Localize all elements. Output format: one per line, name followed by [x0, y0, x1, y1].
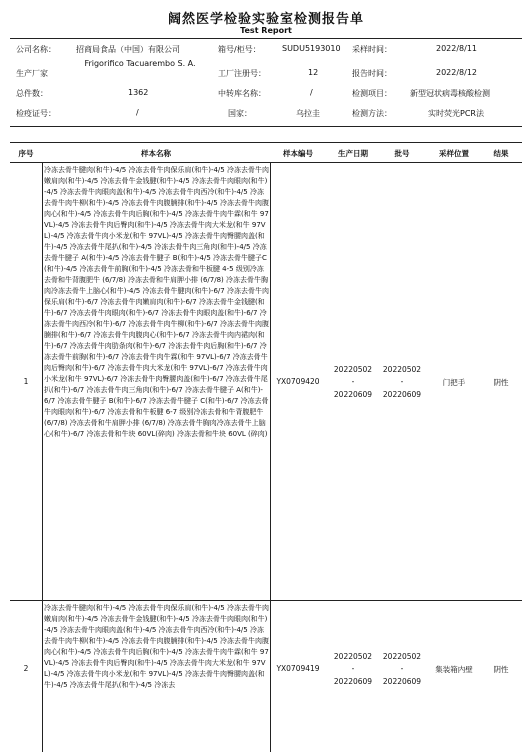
sample-time-value: 2022/8/11 [436, 44, 478, 53]
sample-time-label: 采样时间： [352, 45, 392, 54]
sample-name-text: 冷冻去骨牛腱肉(和牛)-4/5 冷冻去骨牛肉保乐肩(和牛)-4/5 冷冻去骨牛肉嫩肩肉(和牛)-4/5 冷冻去骨牛金钱腱(和牛)-4/5 冷冻去骨牛肉眼肉(和牛)-4/5 冷冻去骨牛肉眼肉盖(和牛)-4/5 冷冻去骨牛肉西冷(和牛)-4/5 冷冻去骨牛肉牛柳(和牛)-4/5 冷冻去骨牛肉腹腩排(和牛)-4/5 冷冻去骨牛肉腹肉心(和牛)-4/5 冷冻去骨牛肉后胸(和牛)-4/5 冷冻去骨牛肉牛霖(和牛 97VL)-4/5 冷冻去骨牛肉后臀肉(和牛)-4/5 冷冻去骨牛肉大米龙(和牛 97VL)-4/5 冷冻去骨牛肉小米龙(和牛 97VL)-4/5 冷冻去骨牛肉臀腰肉盖(和牛)-4/5 冷冻去骨牛尾扒(和牛)-4/5 冷冻去 [44, 604, 269, 689]
maker-label: 生产厂家 [16, 69, 48, 78]
row-no: 1 [23, 377, 29, 386]
transfer-label: 中转库名称： [218, 89, 266, 98]
table-top-border [10, 142, 522, 143]
batch-start: 20220502 [382, 652, 422, 661]
quarantine-value: / [136, 108, 139, 117]
table-header-border [10, 162, 522, 163]
batch-end: 20220609 [382, 677, 422, 686]
row-no: 2 [23, 664, 29, 673]
prod-date-end: 20220609 [333, 677, 373, 686]
sample-id: YX0709419 [276, 664, 320, 673]
sample-name-text: 冷冻去骨牛腱肉(和牛)-4/5 冷冻去骨牛肉保乐肩(和牛)-4/5 冷冻去骨牛肉嫩肩肉(和牛)-4/5 冷冻去骨牛金钱腱(和牛)-4/5 冷冻去骨牛肉眼肉(和牛)-4/5 冷冻去骨牛肉眼肉盖(和牛)-4/5 冷冻去骨牛肉西冷(和牛)-4/5 冷冻去骨牛肉牛柳(和牛)-4/5 冷冻去骨牛肉腹腩排(和牛)-4/5 冷冻去骨牛肉腹肉心(和牛)-4/5 冷冻去骨牛肉后胸(和牛)-4/5 冷冻去骨牛肉牛霖(和牛 97VL)-4/5 冷冻去骨牛肉后臀肉(和牛)-4/5 冷冻去骨牛肉大米龙(和牛 97VL)-4/5 冷冻去骨牛肉小米龙(和牛 97VL)-4/5 冷冻去骨牛肉臀腰肉盖(和牛)-4/5 冷冻去骨牛尾扒(和牛)-4/5 冷冻去骨牛肉三角肉(和牛)-4/5 冷冻去骨牛腱子 A(和牛)-4/5 冷冻去骨牛腱子 B(和牛)-4/5 冷冻去骨牛腱子C(和牛)-4/5 冷冻去骨牛前胸(和牛)-4/5 冷冻去骨和牛板腱 4-5 级别冷冻去骨和牛背腹肥牛 (6/7/8) 冷冻去骨和牛肩胛小排 (6/7/8) 冷冻去骨牛胸肉冷冻去骨牛上脑心(和牛)-4/5 冷冻去骨牛腱肉(和牛)-6/7 冷冻去骨牛肉保乐肩(和牛)-6/7 冷冻去骨牛肉嫩肩肉(和牛)-6/7 冷冻去骨牛金钱腱(和牛)-6/7 冷冻去骨牛肉眼肉(和牛)-6/7 冷冻去骨牛肉眼肉盖(和牛)-6/7 冷冻去骨牛肉西冷(和牛)-6/7 冷冻去骨牛肉牛柳(和牛)-6/7 冷冻去骨牛肉腹腩排(和牛)-6/7 冷冻去骨牛肉腹肉心(和牛)-6/7 冷冻去骨牛肉内裙肉(和牛)-6/7 冷冻去骨牛肉肋条肉(和牛)-6/7 冷冻去骨牛肉后胸(和牛)-6/7 冷冻去骨牛前胸(和牛)-6/7 冷冻去骨牛肉牛霖(和牛 97VL)-6/7 冷冻去骨牛肉后臀肉(和牛)-6/7 冷冻去骨牛肉大米龙(和牛 97VL)-6/7 冷冻去骨牛肉小米龙(和牛 97VL)-6/7 冷冻去骨牛肉臀腰肉盖(和牛)-6/7 冷冻去骨牛尾扒(和牛)-6/7 冷冻去骨牛肉三角肉(和牛)-6/7 冷冻去骨牛腱子 A(和牛)-6/7 冷冻去骨牛腱子 B(和牛)-6/7 冷冻去骨牛腱子 C(和牛)-6/7 冷冻去骨牛肉眼肉(和牛)-6/7 冷冻去骨和牛板腱 6-7 级别冷冻去骨和牛背腹肥牛 (6/7/8) 冷冻去骨和牛肩胛小排 (6/7/8) 冷冻去骨牛胸肉冷冻去骨牛上脑心(和牛)-6/7 冷冻去骨和牛块 60VL(碎肉) 冷冻去骨和牛块 60VL (碎肉) [44, 166, 269, 438]
country-label: 国家： [228, 109, 252, 118]
country-value: 乌拉圭 [296, 109, 320, 118]
maker-value: Frigorifico Tacuarembo S. A. [84, 59, 196, 68]
company-value: 招商局食品（中国）有限公司 [76, 45, 180, 54]
info-top-border [10, 38, 522, 39]
header-result: 结果 [493, 149, 509, 158]
report-subtitle: Test Report [240, 26, 292, 35]
report-title: 阔然医学检验实验室检测报告单 [167, 12, 364, 27]
batch-sep: - [400, 664, 404, 673]
prod-date-sep: - [351, 664, 355, 673]
total-label: 总件数： [16, 89, 48, 98]
test-result: 阴性 [493, 665, 509, 674]
batch-sep: - [400, 377, 404, 386]
table-col-divider [42, 162, 43, 752]
method-label: 检测方法： [352, 109, 392, 118]
sample-position: 集装箱内壁 [435, 665, 473, 674]
sample-id: YX0709420 [276, 377, 320, 386]
batch-start: 20220502 [382, 365, 422, 374]
batch-end: 20220609 [382, 390, 422, 399]
table-row-divider [10, 600, 522, 601]
prod-date-start: 20220502 [333, 652, 373, 661]
factory-reg-label: 工厂注册号： [218, 69, 266, 78]
quarantine-label: 检疫证号： [16, 109, 56, 118]
factory-reg-value: 12 [308, 68, 319, 77]
header-batch: 批号 [394, 149, 410, 158]
prod-date-sep: - [351, 377, 355, 386]
test-result: 阴性 [493, 378, 509, 387]
total-value: 1362 [128, 88, 149, 97]
sample-position: 门把手 [442, 378, 466, 387]
header-sample-id: 样本编号 [283, 149, 313, 158]
box-label: 箱号/柜号： [218, 45, 261, 54]
info-bottom-border [10, 126, 522, 127]
header-no: 序号 [18, 149, 34, 158]
transfer-value: / [310, 88, 313, 97]
box-value: SUDU5193010 [282, 44, 341, 53]
prod-date-end: 20220609 [333, 390, 373, 399]
header-prod-date: 生产日期 [338, 149, 368, 158]
header-position: 采样位置 [439, 149, 469, 158]
company-label: 公司名称： [16, 45, 56, 54]
report-time-label: 报告时间： [352, 69, 392, 78]
prod-date-start: 20220502 [333, 365, 373, 374]
header-name: 样本名称 [141, 149, 171, 158]
method-value: 实时荧光PCR法 [428, 109, 484, 118]
test-item-label: 检测项目： [352, 89, 392, 98]
test-item-value: 新型冠状病毒核酸检测 [410, 89, 490, 98]
report-time-value: 2022/8/12 [436, 68, 478, 77]
